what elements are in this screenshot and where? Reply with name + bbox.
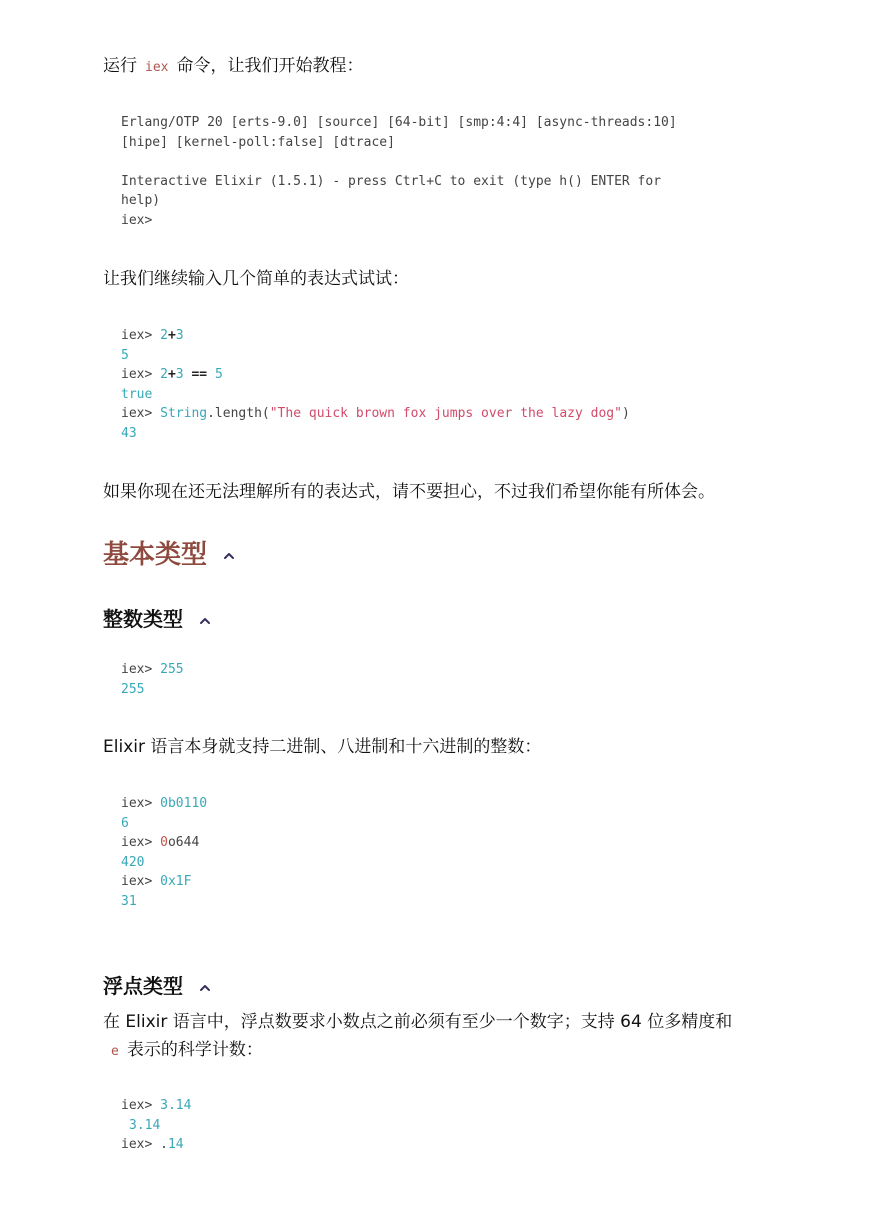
inline-code-iex: iex xyxy=(145,60,169,75)
code-line: Erlang/OTP 20 [erts-9.0] [source] [64-bit] [smp:4:4] [async-threads:10] xyxy=(121,115,677,130)
code-result: 255 xyxy=(121,681,145,697)
code-result: 31 xyxy=(121,893,137,909)
code-block-integer-bases xyxy=(103,794,207,912)
code-line-blank xyxy=(121,152,677,172)
code-block-expressions xyxy=(103,326,630,444)
code-line: iex> 0b0110 xyxy=(121,796,208,811)
code-line: iex> 255 xyxy=(121,662,184,677)
floats-desc-2: 表示的科学计数： xyxy=(126,1040,263,1060)
code-result: true xyxy=(121,386,153,402)
subsection-title: 浮点类型 xyxy=(103,974,183,998)
subsection-heading-integers xyxy=(103,605,211,633)
intro-paragraph xyxy=(103,52,363,82)
code-result: 420 xyxy=(121,854,145,870)
subsection-title: 整数类型 xyxy=(103,607,183,631)
prompt: iex> xyxy=(121,406,153,422)
code-line: iex> 3.14 xyxy=(121,1098,192,1113)
reassure-paragraph: 如果你现在还无法理解所有的表达式，请不要担心，不过我们希望你能有所体会。 xyxy=(103,482,715,502)
inline-code-e: e xyxy=(111,1044,119,1059)
prompt: iex> xyxy=(121,328,153,343)
code-result: 43 xyxy=(121,425,137,441)
code-line: help) xyxy=(121,193,161,209)
try-paragraph: 让我们继续输入几个简单的表达式试试： xyxy=(103,269,409,289)
code-line: iex> 0x1F xyxy=(121,874,192,890)
code-line: iex> xyxy=(121,212,153,228)
code-line: iex> 2+3 xyxy=(121,328,184,343)
code-line: iex> 2+3 == 5 xyxy=(121,367,223,383)
floats-paragraph xyxy=(103,1008,763,1066)
code-result: 6 xyxy=(121,815,129,831)
subsection-heading-floats xyxy=(103,972,211,1000)
chevron-up-icon[interactable] xyxy=(199,616,211,626)
code-result: 5 xyxy=(121,347,129,363)
chevron-up-icon[interactable] xyxy=(199,983,211,993)
code-block-integer xyxy=(103,660,184,699)
intro-prefix: 运行 xyxy=(103,56,137,76)
code-line: Interactive Elixir (1.5.1) - press Ctrl+C to exit (type h() ENTER for xyxy=(121,173,662,189)
integer-bases-paragraph: Elixir 语言本身就支持二进制、八进制和十六进制的整数： xyxy=(103,737,542,757)
code-line: iex> String.length("The quick brown fox jumps over the lazy dog") xyxy=(121,406,630,422)
section-title: 基本类型 xyxy=(103,540,208,570)
intro-suffix: 命令，让我们开始教程： xyxy=(176,56,364,76)
section-heading-basic-types xyxy=(103,538,235,572)
code-block-iex-banner xyxy=(103,113,677,231)
code-line: [hipe] [kernel-poll:false] [dtrace] xyxy=(121,134,395,150)
code-block-floats xyxy=(103,1096,191,1155)
code-line: iex> 0o644 xyxy=(121,835,200,851)
code-result: 3.14 xyxy=(129,1117,161,1133)
prompt: iex> xyxy=(121,367,153,383)
floats-desc-1: 在 Elixir 语言中，浮点数要求小数点之前必须有至少一个数字；支持 64 位多精度和 xyxy=(103,1012,733,1032)
chevron-up-icon[interactable] xyxy=(223,551,235,561)
code-line: iex> .14 xyxy=(121,1137,184,1153)
